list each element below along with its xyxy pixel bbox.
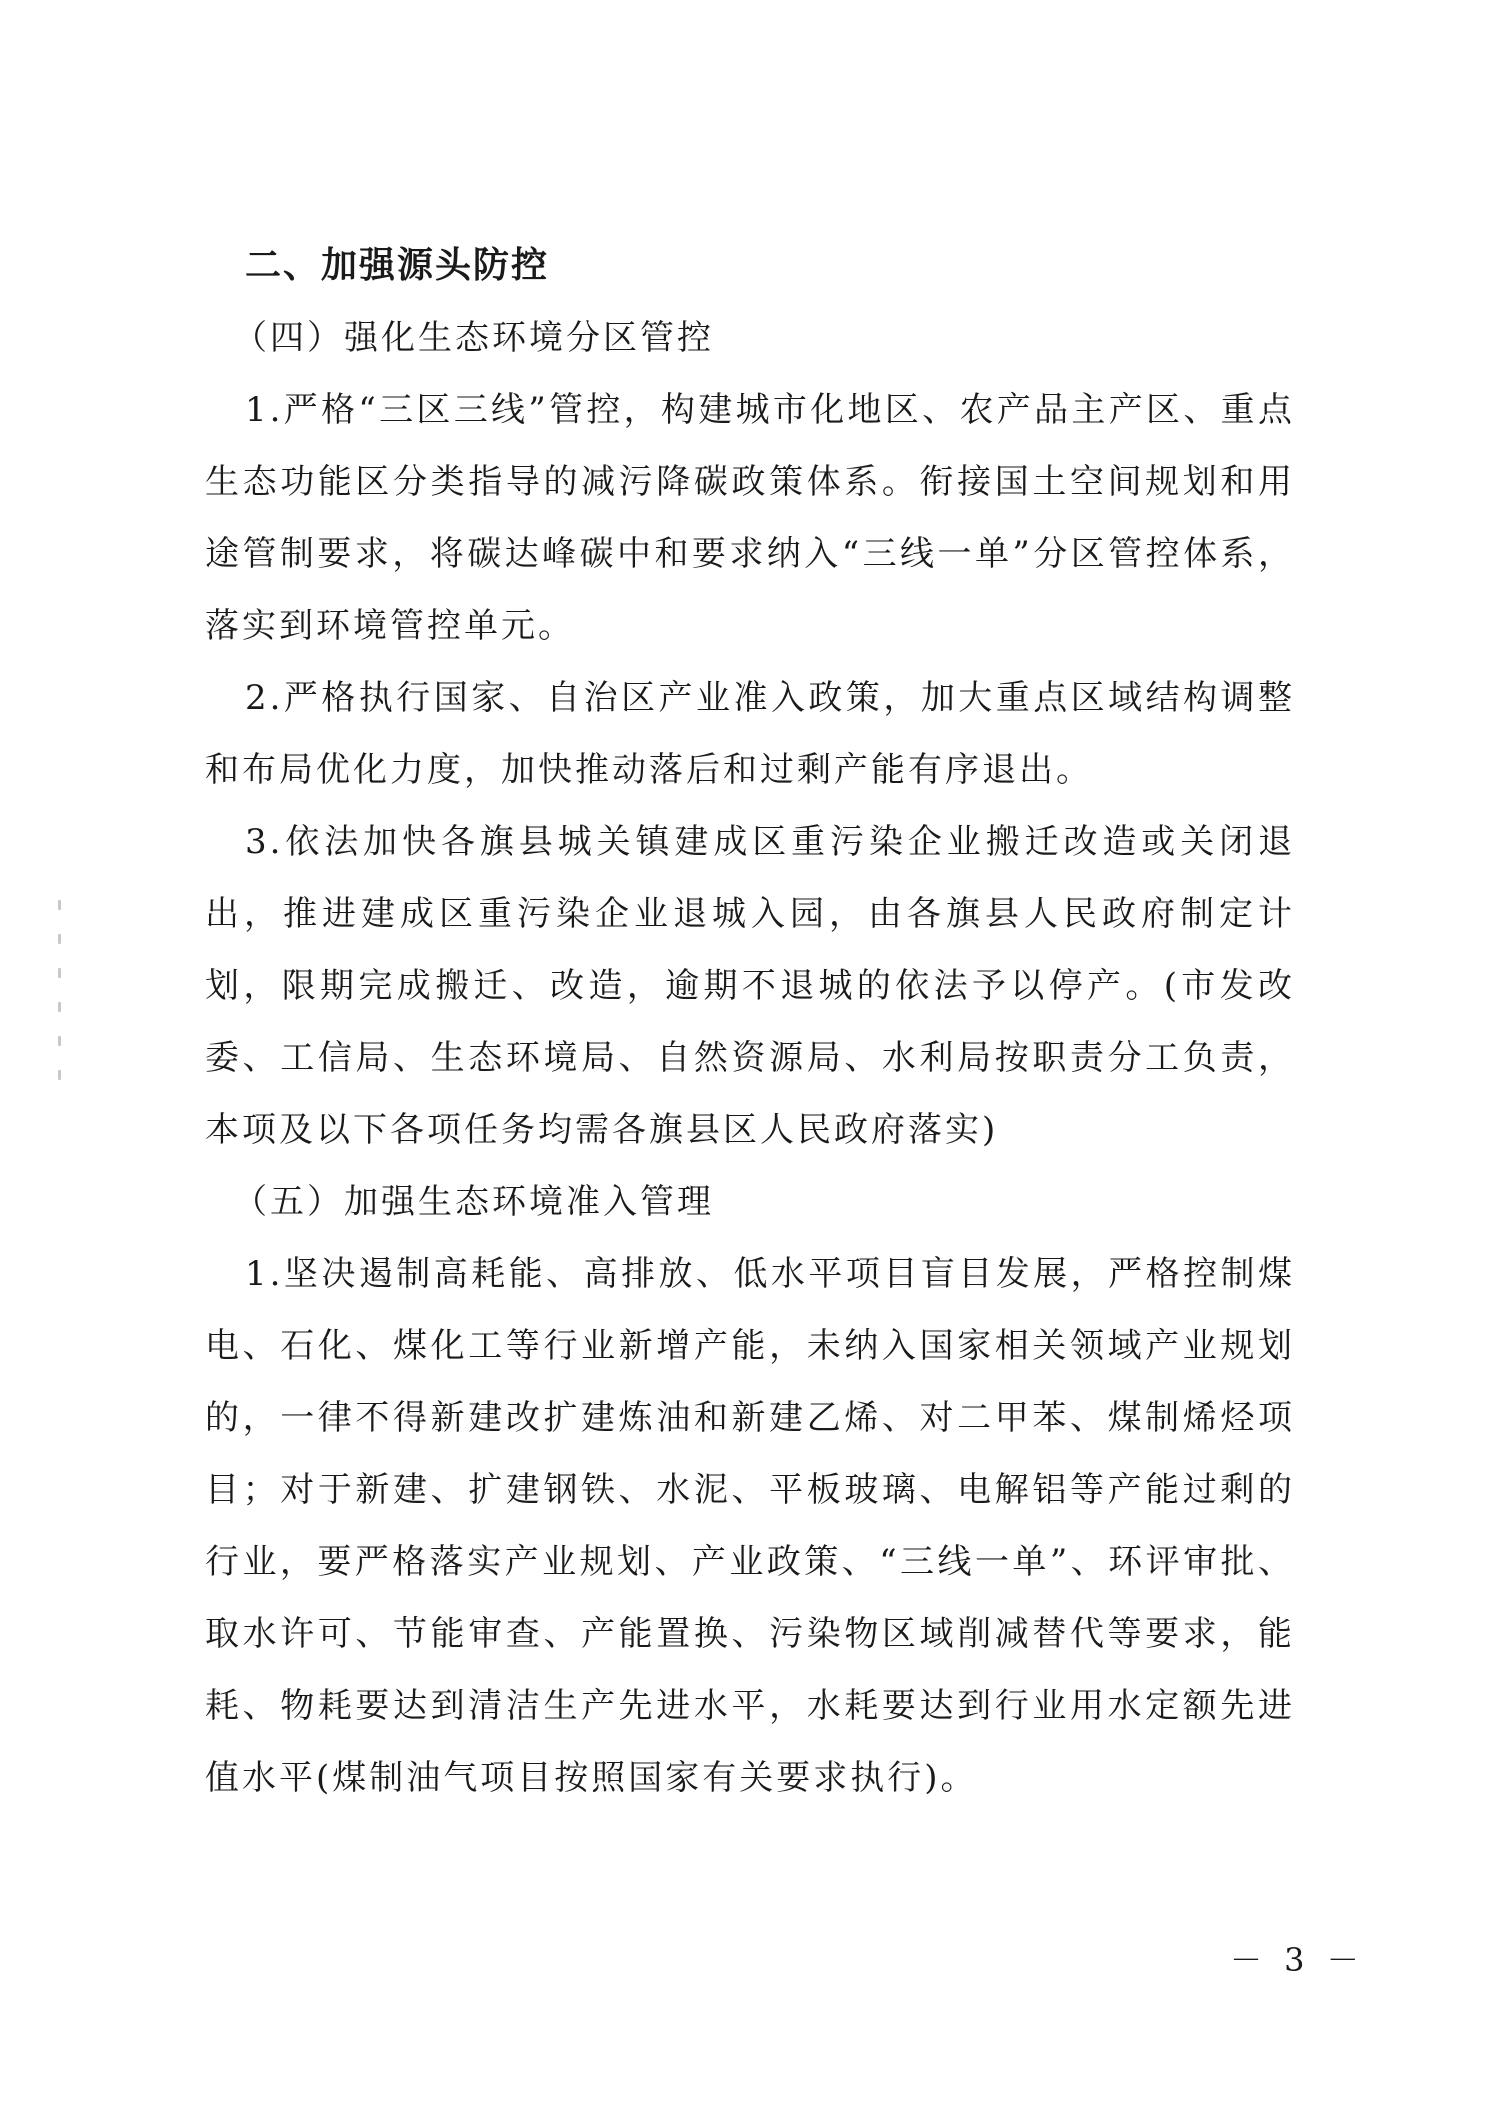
paragraph-4-1: 1.严格“三区三线”管控，构建城市化地区、农产品主产区、重点生态功能区分类指导的减污降碳政策体系。衔接国土空间规划和用途管制要求，将碳达峰碳中和要求纳入“三线一单”分区管控体系，落实到环境管控单元。: [205, 390, 1295, 646]
subsection-heading-5: （五）加强生态环境准入管理: [233, 1182, 714, 1222]
paragraph-5-1: 1.坚决遏制高耗能、高排放、低水平项目盲目发展，严格控制煤电、石化、煤化工等行业新增产能，未纳入国家相关领域产业规划的，一律不得新建改扩建炼油和新建乙烯、对二甲苯、煤制烯烃项目；对于新建、扩建钢铁、水泥、平板玻璃、电解铝等产能过剩的行业，要严格落实产业规划、产业政策、“三线一单”、环评审批、取水许可、节能审查、产能置换、污染物区域削减替代等要求，能耗、物耗要达到清洁生产先进水平，水耗要达到行业用水定额先进值水平(煤制油气项目按照国家有关要求执行)。: [205, 1254, 1295, 1798]
subsection-heading-4: （四）强化生态环境分区管控: [233, 318, 714, 358]
binding-hole-marks: [52, 900, 66, 1140]
document-body: [205, 230, 1295, 1814]
page-number: － 3 －: [1230, 1941, 1365, 1979]
paragraph-4-2: 2.严格执行国家、自治区产业准入政策，加大重点区域结构调整和布局优化力度，加快推动落后和过剩产能有序退出。: [205, 678, 1295, 790]
paragraph-4-3: 3.依法加快各旗县城关镇建成区重污染企业搬迁改造或关闭退出，推进建成区重污染企业退城入园，由各旗县人民政府制定计划，限期完成搬迁、改造，逾期不退城的依法予以停产。(市发改委、工信局、生态环境局、自然资源局、水利局按职责分工负责，本项及以下各项任务均需各旗县区人民政府落实): [205, 822, 1295, 1150]
section-heading: 二、加强源头防控: [245, 245, 550, 286]
